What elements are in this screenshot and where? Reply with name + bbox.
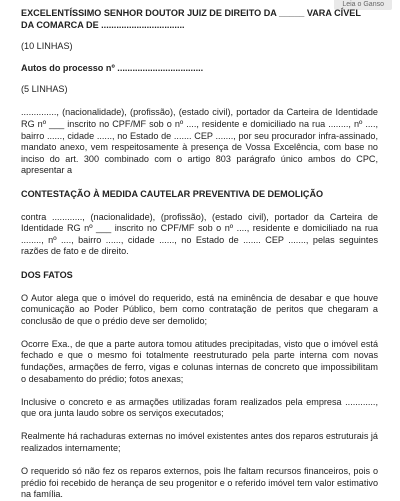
facts-paragraph-2: Ocorre Exa., de que a parte autora tomou atitudes precipitadas, visto que o imóvel está fechado e que o mesmo foi totalmente reestruturado pela parte interna com novas fundações, armações de ferro, vigas e colunas internas de concreto que impossibilitam o desabamento do prédio; fotos anexas; bbox=[21, 338, 378, 384]
defendant-qualification-paragraph: contra ............, (nacionalidade), (profissão), (estado civil), portador da Carteira de Identidade RG nº ___ inscrito no CPF/MF sob o nº ...., residente e domiciliado na rua ........, nº ...., bairro ......, cidade ......, no Estado de ....... CEP ......., pelas seguintes razões de fato e de direito. bbox=[21, 211, 378, 257]
facts-paragraph-3: Inclusive o concreto e as armações utilizadas foram realizados pela empresa ............, que ora junta laudo sobre os serviços executados; bbox=[21, 396, 378, 419]
process-number: Autos do processo nº .................................. bbox=[21, 62, 204, 73]
court-heading-line2: DA COMARCA DE ................................. bbox=[21, 19, 185, 30]
facts-paragraph-5: O requerido só não fez os reparos externos, pois lhe faltam recursos financeiros, pois o prédio foi recebido de herança de seu progenitor e o referido imóvel tem valor estimativo na família. bbox=[21, 466, 378, 500]
plaintiff-qualification-paragraph: .............., (nacionalidade), (profissão), (estado civil), portador da Carteira de Identidade RG nº ___ inscrito no CPF/MF sob o nº ...., residente e domiciliado na rua ........, nº ...., bairro ......, cidade ......, no Estado de ....... CEP ......., por seu procurador infra-assinado, mandato anexo, vem respeitosamente à presença de Vossa Excelência, com base no inciso do art. 300 combinado com o artigo 803 parágrafo único ambos do CPC, apresentar a bbox=[21, 107, 378, 176]
facts-paragraph-1: O Autor alega que o imóvel do requerido, está na eminência de desabar e que houve comunicação ao Poder Público, bem como contratação de peritos que chegaram a conclusão de que o prédio deve ser demolido; bbox=[21, 292, 378, 326]
facts-title: DOS FATOS bbox=[21, 269, 73, 280]
lines-placeholder-5: (5 LINHAS) bbox=[21, 84, 68, 95]
contestation-title: CONTESTAÇÃO À MEDIDA CAUTELAR PREVENTIVA DE DEMOLIÇÃO bbox=[21, 188, 324, 199]
lines-placeholder-10: (10 LINHAS) bbox=[21, 41, 73, 52]
header-tab[interactable]: Leia o Ganso bbox=[334, 0, 392, 10]
court-heading-line1: EXCELENTÍSSIMO SENHOR DOUTOR JUIZ DE DIREITO DA _____ VARA CÍVEL bbox=[21, 8, 361, 18]
petition-document bbox=[21, 8, 378, 501]
facts-paragraph-4: Realmente há rachaduras externas no imóvel existentes antes dos reparos estruturais já realizados internamente; bbox=[21, 431, 378, 454]
